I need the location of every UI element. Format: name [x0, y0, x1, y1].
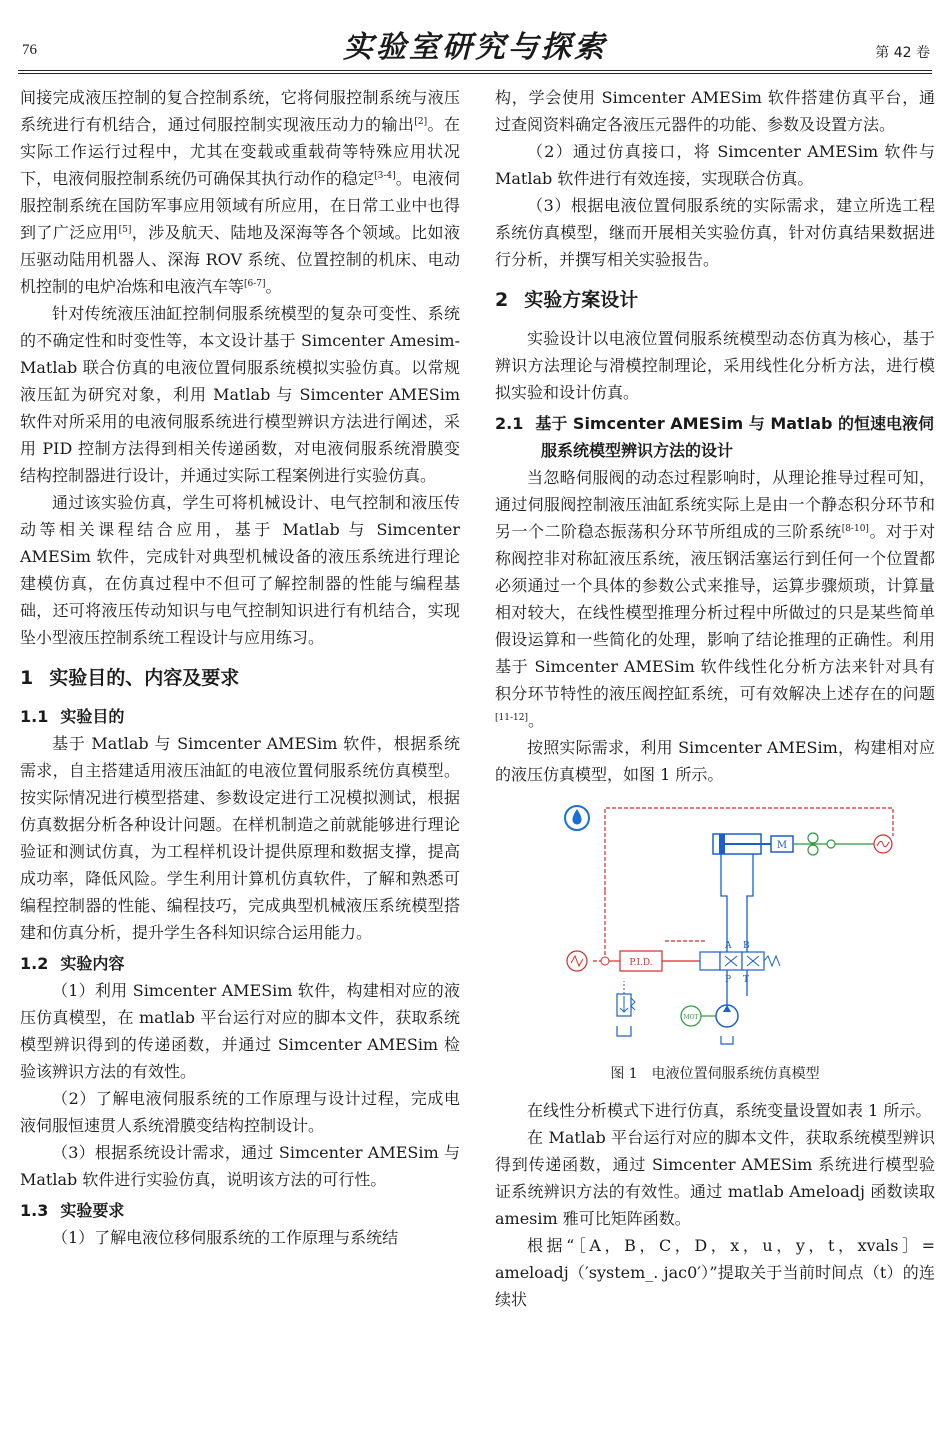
paragraph: （2）通过仿真接口，将 Simcenter AMESim 软件与 Matlab 软件进行有效连接，实现联合仿真。 — [495, 142, 935, 188]
citation[interactable]: [2] — [414, 117, 428, 127]
port-a-label: A — [725, 941, 732, 951]
subsection-heading: 1.3 实验要求 — [20, 1201, 125, 1220]
paragraph: 在线性分析模式下进行仿真，系统变量设置如表 1 所示。 — [527, 1101, 932, 1120]
port-t-label: T — [743, 975, 750, 985]
hydraulic-cylinder — [713, 834, 793, 854]
figure-1-diagram — [495, 796, 935, 1051]
paragraph: 间接完成液压控制的复合控制系统，它将伺服控制系统与液压系统进行有机结合，通过伺服控制实现液压动力的输出[2]。在实际工作运行过程中，尤其在变载或重载荷等特殊应用状况下，电液伺服控制系统仍可确保其执行动作的稳定[3-4]。电液伺服控制系统在国防军事应用领域有所应用，在日常工业中也得到了广泛应用[5]，涉及航天、陆地及深海等各个领域。比如液压驱动陆用机器人、深海 ROV 系统、位置控制的机床、电动机控制的电炉冶炼和电液汽车等[6-7]。 — [20, 88, 460, 296]
citation[interactable]: [3-4] — [374, 171, 396, 181]
paragraph: 当忽略伺服阀的动态过程影响时，从理论推导过程可知，通过伺服阀控制液压油缸系统实际上是由一个静态积分环节和另一个二阶稳态振荡积分环节所组成的三阶系统[8-10]。对于对称阀控非对称缸液压系统，液压钢活塞运行到任何一个位置都必须通过一个具体的参数公式来推导，运算步骤烦琐，计算量相对较大，在线性模型推理分析过程中所做过的只是某些简单假设运算和一些简化的处理，影响了结论推理的正确性。利用基于 Simcenter AMESim 软件线性化分析方法来针对具有积分环节特性的液压阀控缸系统，可有效解决上述存在的问题[11-12]。 — [495, 468, 935, 730]
page-number: 76 — [22, 42, 37, 58]
paragraph: 根据“［A，B，C，D，x，u，y，t，xvals］= ameloadj（′system_. jac0′）”提取关于当前时间点（t）的连续状 — [495, 1236, 935, 1309]
citation[interactable]: [5] — [118, 225, 132, 235]
signal-lines — [593, 808, 893, 961]
paragraph: 针对传统液压油缸控制伺服系统模型的复杂可变性、系统的不确定性和时变性等，本文设计基于 Simcenter Amesim-Matlab 联合仿真的电液位置伺服系统模拟实验仿真。以常规液压缸为研究对象，利用 Matlab 与 Simcenter AMESim 软件对所采用的电液伺服系统进行模型辨识方法进行阐述，采用 PID 控制方法得到相关传递函数，对电液伺服系统滑膜变结构控制器进行设计，并通过实际工程案例进行实验仿真。 — [20, 304, 460, 485]
mass-label: M — [776, 840, 788, 851]
subsection-heading: 1.1 实验目的 — [20, 707, 125, 726]
figure-caption: 图 1 电液位置伺服系统仿真模型 — [610, 1066, 820, 1082]
pid-label: P.I.D. — [629, 958, 653, 968]
paragraph: （3）根据电液位置伺服系统的实际需求，建立所选工程系统仿真模型，继而开展相关实验仿真，针对仿真结果数据进行分析，并撰写相关实验报告。 — [495, 196, 935, 269]
citation[interactable]: [6-7] — [244, 279, 266, 289]
subsection-heading: 2.1 基于 Simcenter AMESim 与 Matlab 的恒速电液伺服系统模型辨识方法的设计 — [495, 414, 935, 460]
hydraulic-source-icon — [565, 806, 589, 830]
right-column — [495, 84, 935, 1313]
port-p-label: P — [725, 975, 732, 985]
paragraph: 实验设计以电液位置伺服系统模型动态仿真为核心，基于辨识方法理论与滑模控制理论，采用线性化分析方法，进行模拟实验和设计仿真。 — [495, 329, 935, 402]
paragraph: 按照实际需求，利用 Simcenter AMESim，构建相对应的液压仿真模型，如图 1 所示。 — [495, 738, 935, 784]
left-column — [20, 84, 460, 1251]
header-rule-thin — [18, 73, 932, 74]
citation[interactable]: [11-12] — [495, 713, 528, 723]
section-heading: 2 实验方案设计 — [495, 289, 639, 311]
paragraph: （2）了解电液伺服系统的工作原理与设计过程，完成电液伺服恒速贯人系统滑膜变结构控制设计。 — [20, 1089, 460, 1135]
journal-title: 实验室研究与探索 — [343, 30, 607, 65]
motor-label: MOT — [683, 1014, 699, 1021]
sensor-chain — [793, 833, 892, 855]
paragraph: 基于 Matlab 与 Simcenter AMESim 软件，根据系统需求，自主搭建适用液压油缸的电液位置伺服系统仿真模型。按实际情况进行模型搭建、参数设定进行工况模拟测试，根据仿真数据分析各种设计问题。在样机制造之前就能够进行理论验证和测试仿真，为工程样机设计提供原理和数据支撑，提高成功率，降低风险。学生利用计算机仿真软件，了解和熟悉可编程控制器的性能、编程技巧，完成典型机械液压系统模型搭建和仿真分析，提升学生各科知识综合运用能力。 — [20, 734, 460, 942]
section-heading: 1 实验目的、内容及要求 — [20, 667, 240, 689]
port-b-label: B — [743, 941, 750, 951]
paragraph: （1）利用 Simcenter AMESim 软件，构建相对应的液压仿真模型，在 matlab 平台运行对应的脚本文件，获取系统模型辨识得到的传递函数，并通过 Simcenter AMESim 检验该辨识方法的有效性。 — [20, 981, 460, 1081]
volume-label: 第 42 卷 — [875, 45, 930, 61]
header-rule — [18, 70, 932, 71]
paragraph: （1）了解电液位移伺服系统的工作原理与系统结 — [52, 1228, 399, 1247]
paragraph: 通过该实验仿真，学生可将机械设计、电气控制和液压传动等相关课程结合应用，基于 Matlab 与 Simcenter AMESim 软件，完成针对典型机械设备的液压系统进行理论建模仿真，在仿真过程中不但可了解控制器的性能与编程基础，还可将液压传动知识与电气控制知识进行有机结合，实现坠小型液压控制系统工程设计与应用练习。 — [20, 493, 460, 647]
page-header — [0, 0, 950, 80]
servo-valve — [700, 941, 780, 985]
pump-motor-group — [617, 981, 738, 1044]
paragraph: （3）根据系统设计需求，通过 Simcenter AMESim 与 Matlab 软件进行实验仿真，说明该方法的可行性。 — [20, 1143, 460, 1189]
paragraph: 构，学会使用 Simcenter AMESim 软件搭建仿真平台，通过查阅资料确定各液压元器件的功能、参数及设置方法。 — [495, 88, 935, 134]
subsection-heading: 1.2 实验内容 — [20, 954, 125, 973]
pid-controller — [567, 951, 700, 971]
paragraph: 在 Matlab 平台运行对应的脚本文件，获取系统模型辨识得到传递函数，通过 Simcenter AMESim 系统进行模型验证系统辨识方法的有效性。通过 matlab Ameloadj 函数读取 amesim 雅可比矩阵函数。 — [495, 1128, 935, 1228]
citation[interactable]: [8-10] — [841, 524, 869, 534]
